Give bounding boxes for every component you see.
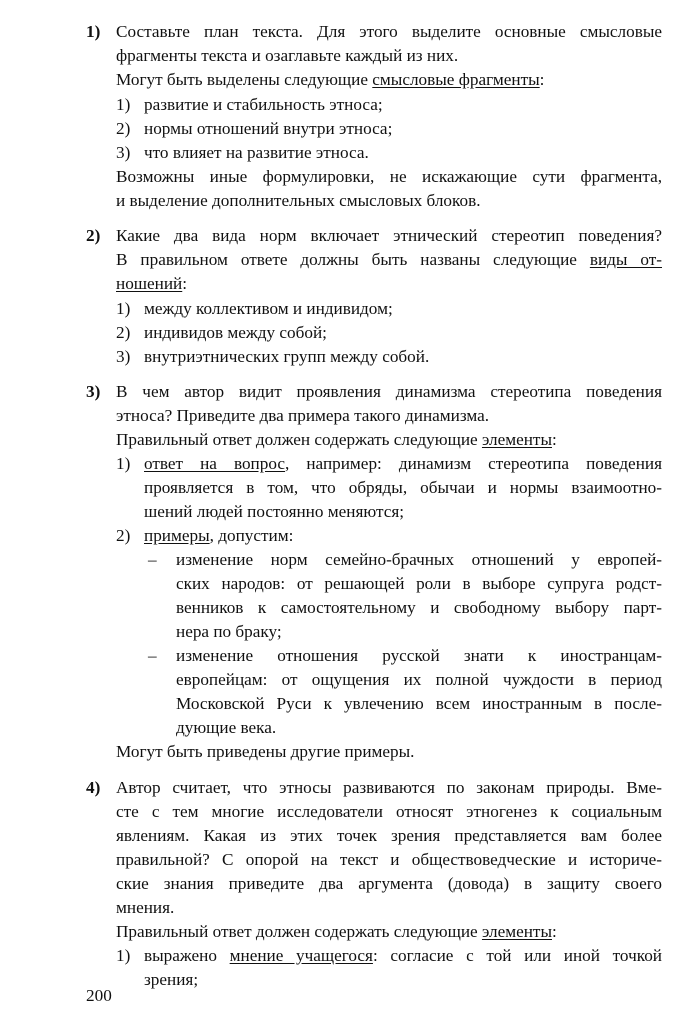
q3-item-1-line-1: ответ на вопрос, например: динамизм стереотипа поведения bbox=[144, 454, 662, 473]
q3-sub-2-line-4: дующие века. bbox=[176, 718, 277, 737]
q4-question-line-5: ские знания приведите два аргумента (довода) в защиту своего bbox=[116, 874, 662, 893]
q3-sub-1-line-1: изменение норм семейно-брачных отношений у европей- bbox=[176, 550, 662, 569]
q1-intro: Могут быть выделены следующие смысловые фрагменты: bbox=[116, 70, 545, 89]
q3-item-1-line-3: шений людей постоянно меняются; bbox=[144, 502, 405, 521]
q3-sub-2-line-3: Московской Руси к увлечению всем иностранным в после- bbox=[176, 694, 662, 713]
q3-sub-2-dash: – bbox=[148, 646, 157, 665]
q4-question-line-4: правильной? С опорой на текст и обществоведческие и историче- bbox=[116, 850, 662, 869]
q4-question-line-6: мнения. bbox=[116, 898, 175, 917]
q2-item-2-number: 2) bbox=[116, 323, 131, 342]
q3-item-2-number: 2) bbox=[116, 526, 131, 545]
q3-intro: Правильный ответ должен содержать следующие элементы: bbox=[116, 430, 557, 449]
q3-sub-1-line-2: ских народов: от решающей роли в выборе супруга родст- bbox=[176, 574, 662, 593]
q2-number: 2) bbox=[86, 226, 101, 245]
q2-intro-line-2: ношений: bbox=[116, 274, 188, 293]
q3-sub-1-line-4: нера по браку; bbox=[176, 622, 282, 641]
q1-item-3-number: 3) bbox=[116, 143, 131, 162]
page-number: 200 bbox=[86, 986, 112, 1005]
q2-item-2: индивидов между собой; bbox=[144, 323, 327, 342]
q2-item-1: между коллективом и индивидом; bbox=[144, 299, 393, 318]
q3-item-1-number: 1) bbox=[116, 454, 131, 473]
q4-item-1-line-1: выражено мнение учащегося: согласие с той или иной точкой bbox=[144, 946, 662, 965]
q1-question-line-1: Составьте план текста. Для этого выделите основные смысловые bbox=[116, 22, 662, 41]
q2-intro-line-1: В правильном ответе должны быть названы следующие виды от- bbox=[116, 250, 662, 269]
q1-item-2-number: 2) bbox=[116, 119, 131, 138]
q4-item-1-number: 1) bbox=[116, 946, 131, 965]
q1-note-line-2: и выделение дополнительных смысловых блоков. bbox=[116, 191, 481, 210]
q2-item-3-number: 3) bbox=[116, 347, 131, 366]
q3-sub-1-dash: – bbox=[148, 550, 157, 569]
q3-number: 3) bbox=[86, 382, 101, 401]
q1-question-line-2: фрагменты текста и озаглавьте каждый из них. bbox=[116, 46, 459, 65]
q4-number: 4) bbox=[86, 778, 101, 797]
q3-sub-2-line-2: европейцам: от ощущения их полной чуждости в период bbox=[176, 670, 662, 689]
q1-number: 1) bbox=[86, 22, 101, 41]
q4-item-1-line-2: зрения; bbox=[144, 970, 199, 989]
q3-sub-2-line-1: изменение отношения русской знати к иностранцам- bbox=[176, 646, 662, 665]
q2-question: Какие два вида норм включает этнический стереотип поведения? bbox=[116, 226, 662, 245]
q1-item-3: что влияет на развитие этноса. bbox=[144, 143, 369, 162]
q3-item-2: примеры, допустим: bbox=[144, 526, 294, 545]
q3-note: Могут быть приведены другие примеры. bbox=[116, 742, 415, 761]
q2-item-3: внутриэтнических групп между собой. bbox=[144, 347, 430, 366]
q4-question-line-3: явлениям. Какая из этих точек зрения представляется вам более bbox=[116, 826, 662, 845]
q4-question-line-2: сте с тем многие исследователи относят этногенез к социальным bbox=[116, 802, 662, 821]
q4-question-line-1: Автор считает, что этносы развиваются по законам природы. Вме- bbox=[116, 778, 662, 797]
q1-item-1: развитие и стабильность этноса; bbox=[144, 95, 383, 114]
q3-question-line-1: В чем автор видит проявления динамизма стереотипа поведения bbox=[116, 382, 662, 401]
q1-note-line-1: Возможны иные формулировки, не искажающие сути фрагмента, bbox=[116, 167, 662, 186]
q2-item-1-number: 1) bbox=[116, 299, 131, 318]
q1-item-1-number: 1) bbox=[116, 95, 131, 114]
q3-sub-1-line-3: венников к самостоятельному и свободному выбору парт- bbox=[176, 598, 662, 617]
q4-intro: Правильный ответ должен содержать следующие элементы: bbox=[116, 922, 557, 941]
q3-item-1-line-2: проявляется в том, что обряды, обычаи и нормы взаимоотно- bbox=[144, 478, 662, 497]
q3-question-line-2: этноса? Приведите два примера такого динамизма. bbox=[116, 406, 490, 425]
q1-item-2: нормы отношений внутри этноса; bbox=[144, 119, 393, 138]
